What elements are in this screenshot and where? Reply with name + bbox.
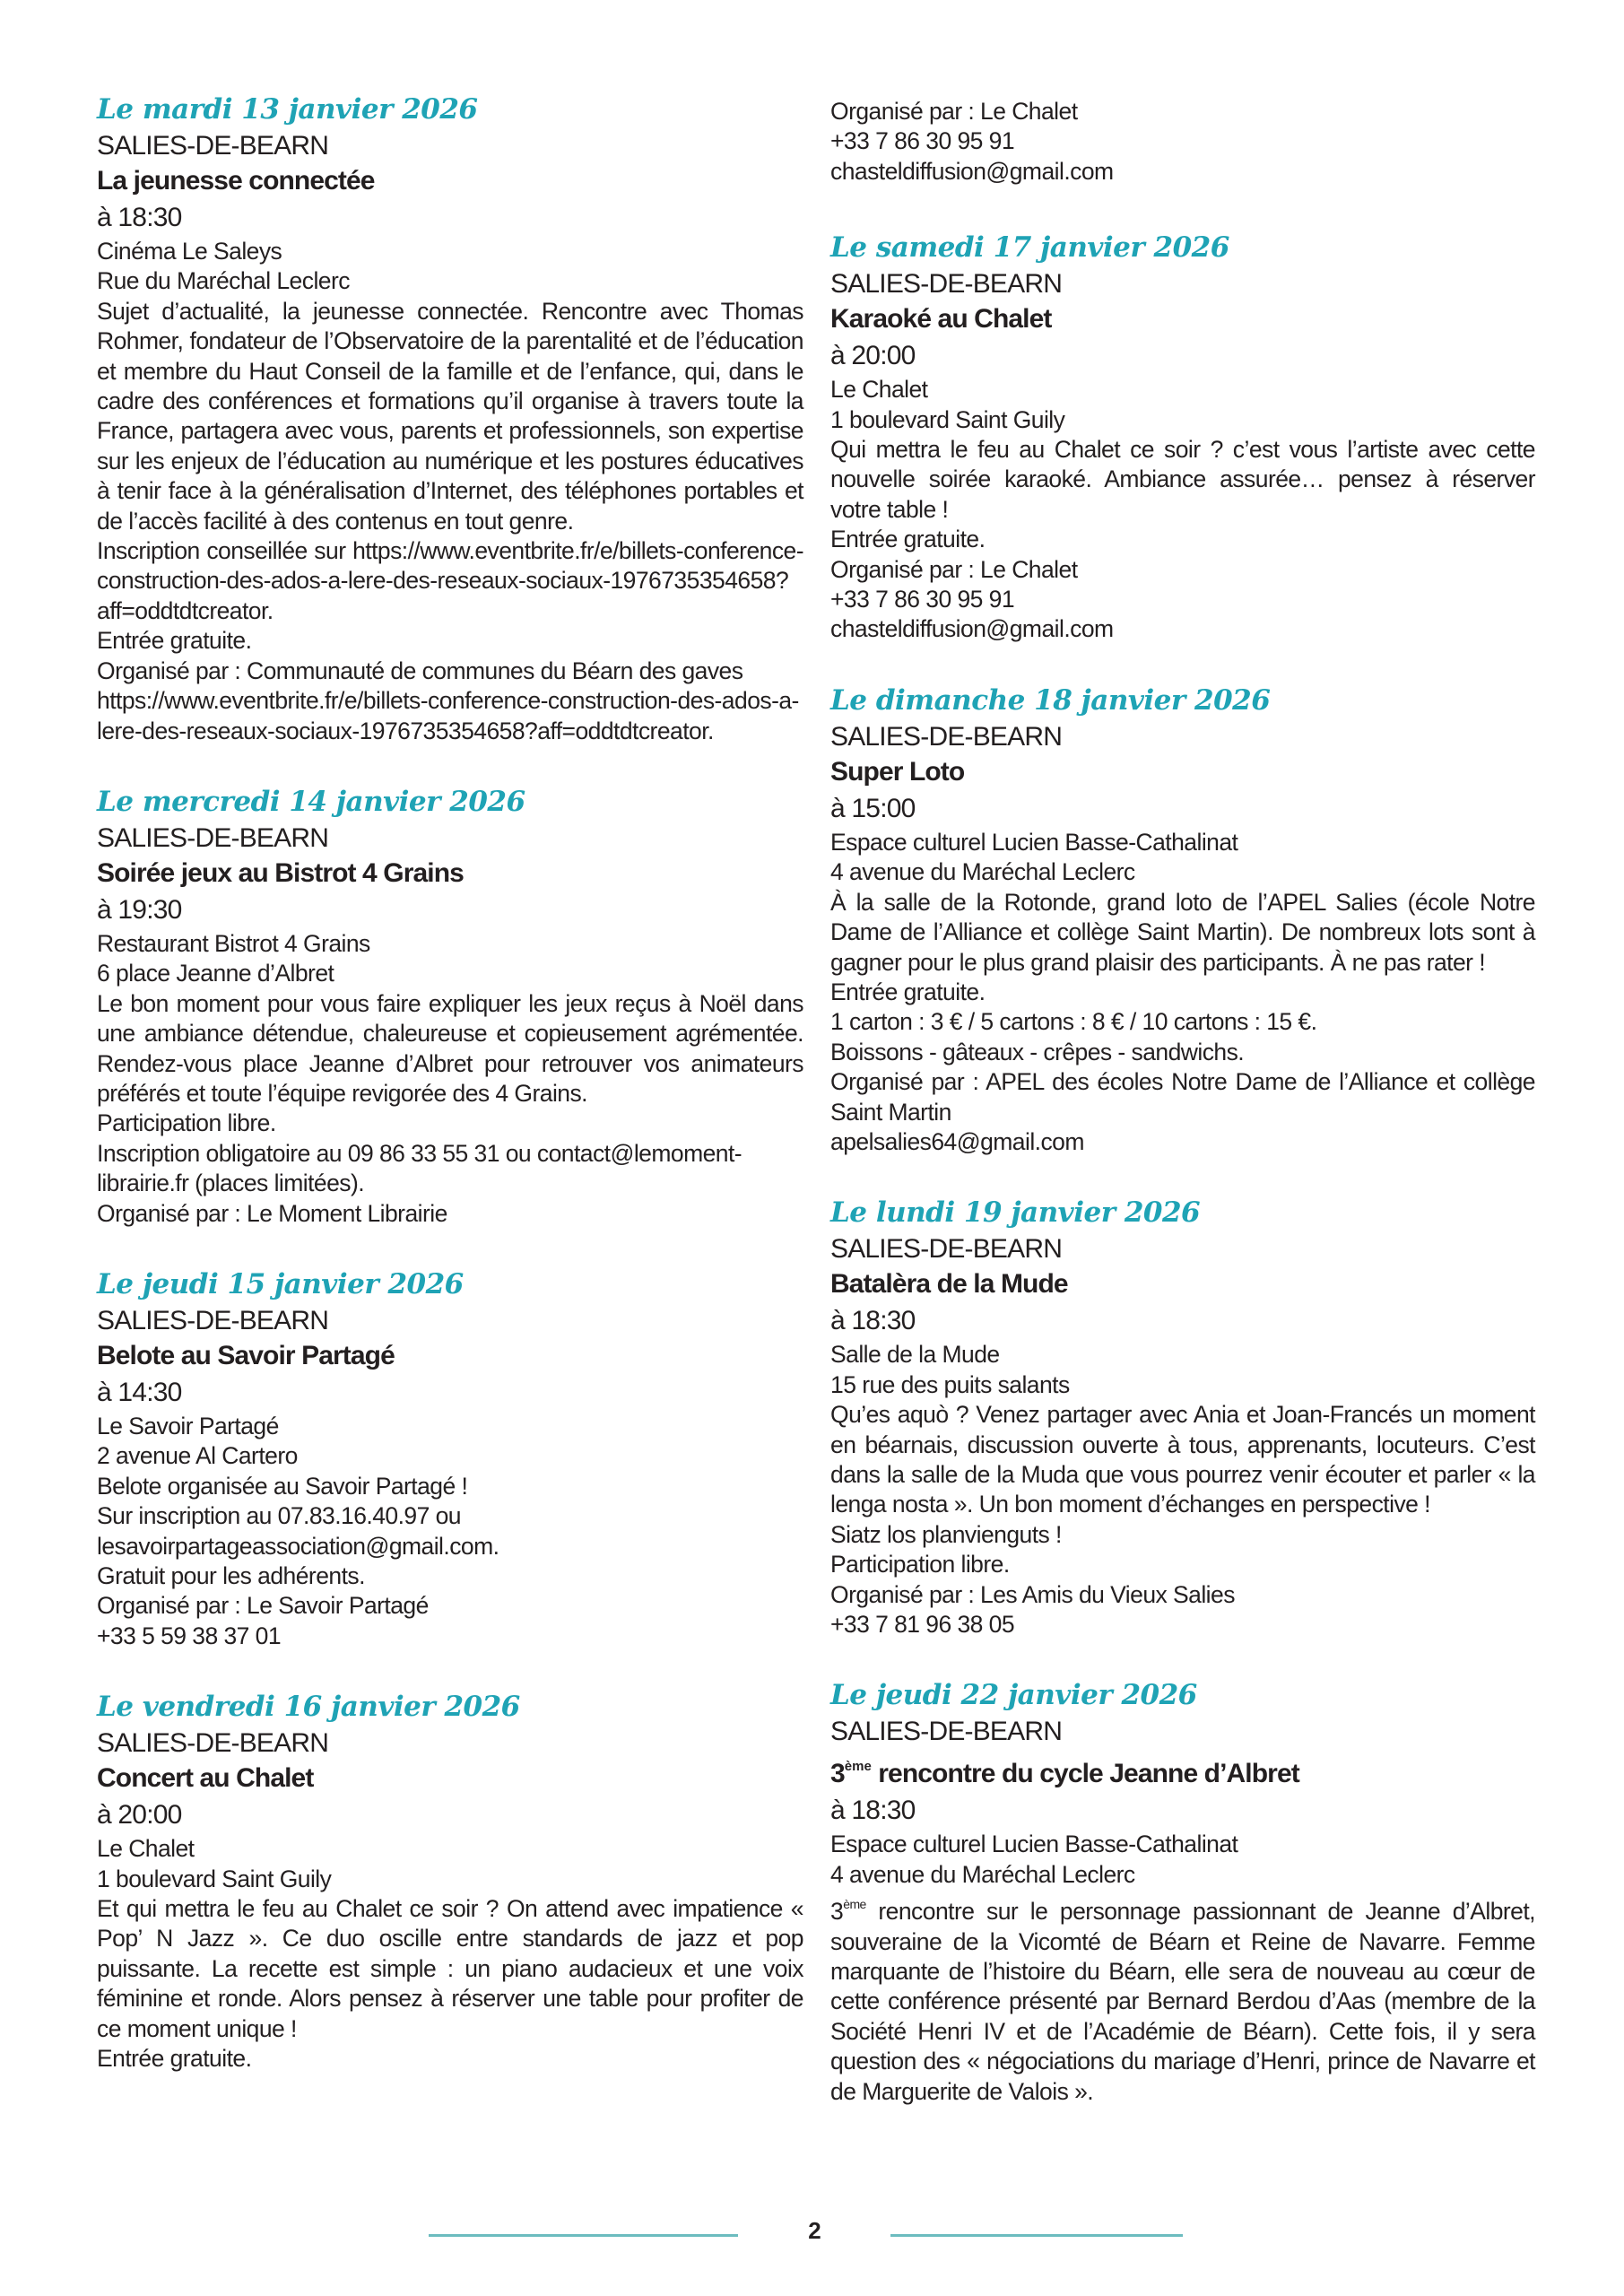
event-2026-01-15	[97, 1265, 803, 1651]
event-description	[830, 1890, 1535, 2107]
event-address: 1 boulevard Saint Guily	[97, 1865, 332, 1892]
event-title: Super Loto	[830, 756, 965, 787]
event-address: 15 rue des puits salants	[830, 1370, 1070, 1398]
footer-rule-left	[429, 2234, 738, 2237]
event-address: 1 boulevard Saint Guily	[830, 405, 1065, 433]
event-2026-01-13	[97, 90, 803, 746]
event-venue: Cinéma Le Saleys	[97, 238, 282, 265]
event-continuation	[830, 97, 1535, 187]
event-title: Concert au Chalet	[97, 1763, 314, 1794]
event-pricing: 1 carton : 3 € / 5 cartons : 8 € / 10 cartons : 15 €.	[830, 1008, 1317, 1036]
event-date-heading: Le lundi 19 janvier 2026	[830, 1196, 1201, 1230]
event-email: chasteldiffusion@gmail.com	[830, 615, 1114, 643]
event-link[interactable]: https://www.eventbrite.fr/e/billets-conference-construction-des-ados-a-lere-des-reseaux-sociaux-1976735354658?aff=oddtdtcreator.	[97, 687, 799, 744]
event-time: à 15:00	[830, 793, 916, 823]
event-price: Entrée gratuite.	[97, 627, 252, 655]
event-city: SALIES-DE-BEARN	[97, 1728, 329, 1759]
event-venue: Le Chalet	[97, 1835, 195, 1863]
event-price: Entrée gratuite.	[97, 2045, 252, 2073]
description-text: rencontre sur le personnage passionnant de Jeanne d’Albret, souveraine de la Vicomté de Béarn et Reine de Navarre. Femme marquante de l’histoire du Béarn, elle sera de nouveau au cœur de cette conférence présenté par Bernard Berdou d’Aas (membre de la Société Henri IV et de l’Académie de Béarn). Cette fois, il y sera question des « négociations du mariage d’Henri, prince de Navarre et de Marguerite de Valois ».	[830, 1898, 1535, 2105]
event-time: à 19:30	[97, 894, 182, 925]
event-price: Gratuit pour les adhérents.	[97, 1562, 365, 1589]
event-organizer: Organisé par : Communauté de communes du Béarn des gaves	[97, 657, 743, 684]
event-description: Belote organisée au Savoir Partagé !	[97, 1472, 468, 1500]
title-text: rencontre du cycle Jeanne d’Albret	[871, 1759, 1299, 1789]
event-address: Rue du Maréchal Leclerc	[97, 267, 350, 295]
event-registration: Inscription conseillée sur https://www.eventbrite.fr/e/billets-conference-construction-des-ados-a-lere-des-reseaux-sociaux-1976735354658?aff=oddtdtcreator.	[97, 537, 803, 624]
event-price: Participation libre.	[97, 1109, 276, 1137]
event-phone: +33 5 59 38 37 01	[97, 1622, 282, 1649]
event-email: apelsalies64@gmail.com	[830, 1127, 1084, 1155]
event-venue: Le Savoir Partagé	[97, 1412, 279, 1439]
event-address: 4 avenue du Maréchal Leclerc	[830, 1860, 1135, 1888]
event-venue: Salle de la Mude	[830, 1341, 1000, 1369]
event-date-heading: Le dimanche 18 janvier 2026	[830, 683, 1271, 717]
event-date-heading: Le jeudi 15 janvier 2026	[97, 1267, 464, 1300]
event-2026-01-17	[830, 228, 1535, 645]
event-organizer: Organisé par : APEL des écoles Notre Dame de l’Alliance et collège Saint Martin	[830, 1068, 1535, 1126]
event-phone: +33 7 81 96 38 05	[830, 1611, 1015, 1638]
event-tagline: Siatz los planvienguts !	[830, 1520, 1062, 1548]
event-title: La jeunesse connectée	[97, 166, 375, 196]
event-city: SALIES-DE-BEARN	[830, 269, 1063, 300]
event-date-heading: Le jeudi 22 janvier 2026	[830, 1679, 1197, 1712]
event-title: Belote au Savoir Partagé	[97, 1340, 395, 1370]
event-venue: Espace culturel Lucien Basse-Cathalinat	[830, 828, 1238, 856]
event-description: Le bon moment pour vous faire expliquer les jeux reçus à Noël dans une ambiance détendue, chaleureuse et copieusement agrémentée. Rendez-vous place Jeanne d’Albret pour retrouver vos animateurs préférés et toute l’équipe revigorée des 4 Grains.	[97, 989, 803, 1107]
event-title: Karaoké au Chalet	[830, 304, 1052, 335]
event-date-heading: Le mardi 13 janvier 2026	[97, 93, 478, 126]
event-city: SALIES-DE-BEARN	[97, 131, 329, 161]
event-city: SALIES-DE-BEARN	[830, 721, 1063, 752]
event-title: Soirée jeux au Bistrot 4 Grains	[97, 857, 464, 888]
left-column	[97, 90, 803, 2109]
event-phone: +33 7 86 30 95 91	[830, 586, 1015, 613]
event-address: 2 avenue Al Cartero	[97, 1442, 298, 1470]
event-extras: Boissons - gâteaux - crêpes - sandwichs.	[830, 1038, 1245, 1065]
page-footer	[0, 2215, 1624, 2255]
event-venue: Restaurant Bistrot 4 Grains	[97, 929, 370, 957]
event-time: à 18:30	[830, 1306, 916, 1336]
event-registration: Inscription obligatoire au 09 86 33 55 31 ou contact@lemoment-librairie.fr (places limitées).	[97, 1139, 743, 1197]
event-time: à 14:30	[97, 1377, 182, 1407]
right-column	[830, 97, 1535, 2143]
event-time: à 18:30	[97, 203, 182, 232]
event-organizer: Organisé par : Le Savoir Partagé	[97, 1592, 429, 1620]
event-date-heading: Le mercredi 14 janvier 2026	[97, 785, 525, 818]
event-email: chasteldiffusion@gmail.com	[830, 157, 1114, 185]
event-city: SALIES-DE-BEARN	[830, 1234, 1063, 1265]
event-city: SALIES-DE-BEARN	[97, 1305, 329, 1335]
event-address: 6 place Jeanne d’Albret	[97, 960, 334, 987]
event-address: 4 avenue du Maréchal Leclerc	[830, 858, 1135, 886]
page-number: 2	[808, 2217, 821, 2244]
event-description: Et qui mettra le feu au Chalet ce soir ? On attend avec impatience « Pop’ N Jazz ». Ce duo oscille entre standards de jazz et pop puissante. La recette est simple : un piano audacieux et une voix féminine et ronde. Alors pensez à réserver une table pour profiter de ce moment unique !	[97, 1895, 803, 2042]
event-2026-01-22	[830, 1675, 1535, 2107]
event-date-heading: Le vendredi 16 janvier 2026	[97, 1691, 520, 1724]
event-time: à 18:30	[830, 1796, 916, 1826]
title-ordinal: 3	[830, 1759, 845, 1789]
event-price: Participation libre.	[830, 1551, 1010, 1578]
event-time: à 20:00	[830, 341, 916, 371]
description-ordinal-suffix: ème	[843, 1897, 866, 1912]
event-price: Entrée gratuite.	[830, 978, 986, 1005]
event-organizer: Organisé par : Le Chalet	[830, 98, 1078, 125]
event-registration: Sur inscription au 07.83.16.40.97 ou lesavoirpartageassociation@gmail.com.	[97, 1502, 499, 1560]
event-venue: Espace culturel Lucien Basse-Cathalinat	[830, 1831, 1238, 1858]
event-2026-01-18	[830, 681, 1535, 1157]
event-organizer: Organisé par : Les Amis du Vieux Salies	[830, 1580, 1235, 1608]
event-price: Entrée gratuite.	[830, 526, 986, 553]
event-description: À la salle de la Rotonde, grand loto de l’APEL Salies (école Notre Dame de l’Alliance et collège Saint Martin). De nombreux lots sont à gagner pour le plus grand plaisir des participants. À ne pas rater !	[830, 888, 1535, 976]
event-city: SALIES-DE-BEARN	[830, 1717, 1063, 1747]
event-title	[830, 1749, 1535, 1792]
event-description: Qui mettra le feu au Chalet ce soir ? c’est vous l’artiste avec cette nouvelle soirée karaoké. Ambiance assurée… pensez à réserver votre table !	[830, 436, 1535, 523]
event-time: à 20:00	[97, 1800, 182, 1831]
footer-rule-right	[890, 2234, 1183, 2237]
description-ordinal: 3	[830, 1898, 844, 1926]
event-description: Sujet d’actualité, la jeunesse connectée. Rencontre avec Thomas Rohmer, fondateur de l’Observatoire de la parentalité et de l’éducation et membre du Haut Conseil de la famille et de l’enfance, qui, dans le cadre des conférences et formations qu’il organise à travers toute la France, partagera avec vous, parents et professionnels, son expertise sur les enjeux de l’éducation au numérique et les postures éducatives à tenir face à la généralisation d’Internet, des téléphones portables et de l’accès facilité à des contenus en tout genre.	[97, 297, 803, 535]
event-city: SALIES-DE-BEARN	[97, 822, 329, 853]
event-organizer: Organisé par : Le Moment Librairie	[97, 1199, 447, 1227]
event-description: Qu’es aquò ? Venez partager avec Ania et Joan-Francés un moment en béarnais, discussion ouverte à tous, apprenants, locuteurs. C’est dans la salle de la Muda que vous pourrez venir écouter et parler « la lenga nosta ». Un bon moment d’échanges en perspective !	[830, 1401, 1535, 1518]
title-ordinal-suffix: ème	[844, 1759, 872, 1775]
event-2026-01-16	[97, 1687, 803, 2074]
event-organizer: Organisé par : Le Chalet	[830, 555, 1078, 583]
event-venue: Le Chalet	[830, 376, 928, 404]
event-title: Batalèra de la Mude	[830, 1269, 1068, 1300]
event-2026-01-14	[97, 782, 803, 1229]
event-date-heading: Le samedi 17 janvier 2026	[830, 231, 1229, 265]
event-2026-01-19	[830, 1193, 1535, 1639]
event-phone: +33 7 86 30 95 91	[830, 127, 1015, 155]
